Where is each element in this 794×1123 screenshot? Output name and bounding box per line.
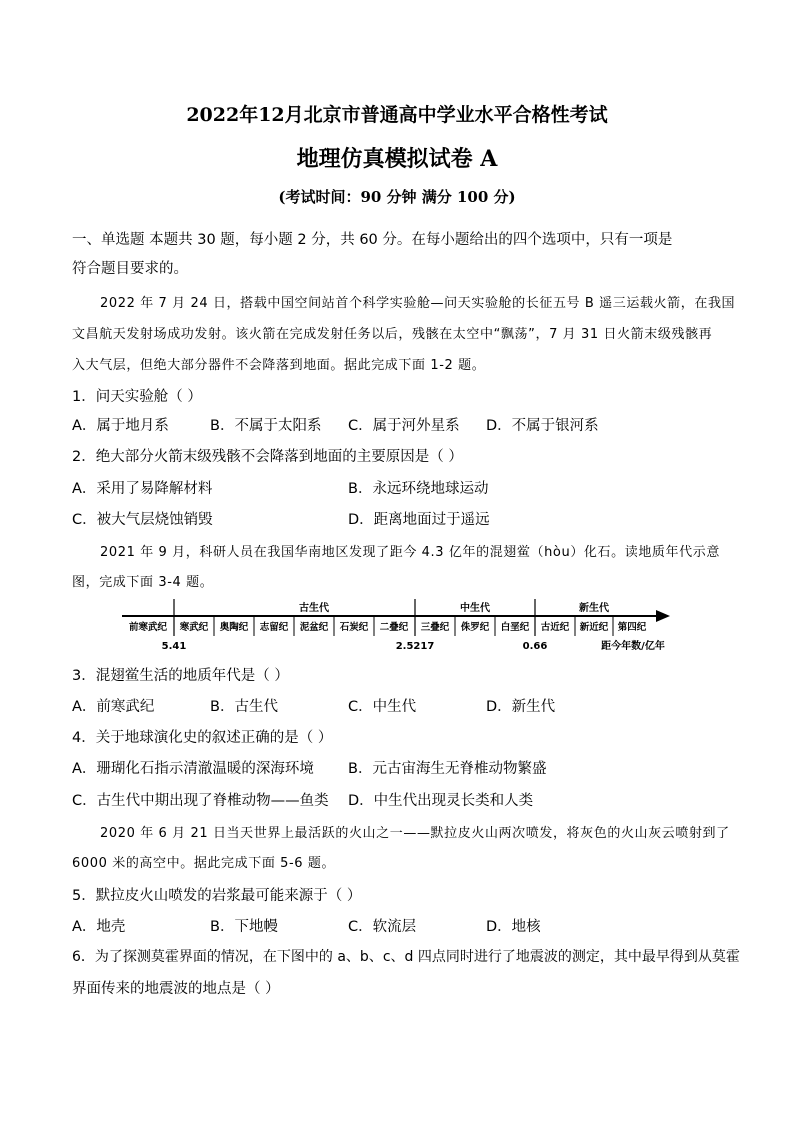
q3-stem: 3．混翅鲎生活的地质年代是（ ）	[72, 668, 289, 684]
passage1-line3: 入大气层，但绝大部分器件不会降落到地面。据此完成下面 1-2 题。	[72, 358, 486, 373]
boundary-value: 5.41	[161, 641, 187, 652]
passage3-line2: 6000 米的高空中。据此完成下面 5-6 题。	[72, 856, 336, 871]
period-label: 二叠纪	[379, 622, 409, 633]
q4-stem: 4．关于地球演化史的叙述正确的是（ ）	[72, 730, 333, 746]
q5-option-d: D．地核	[486, 919, 541, 935]
period-label: 三叠纪	[420, 622, 450, 633]
passage2-line1: 2021 年 9 月，科研人员在我国华南地区发现了距今 4.3 亿年的混翅鲎（hòu）化石。读地质年代示意	[100, 545, 720, 560]
q1-option-c: C．属于河外星系	[348, 418, 460, 434]
passage1-line1: 2022 年 7 月 24 日，搭载中国空间站首个科学实验舱—问天实验舱的长征五号 B 遥三运载火箭，在我国	[100, 296, 736, 311]
q2-option-b: B．永远环绕地球运动	[348, 481, 489, 497]
boundary-value: 2.5217	[395, 641, 435, 652]
exam-title: 2022年12月北京市普通高中学业水平合格性考试	[186, 104, 608, 126]
passage1-line2: 文昌航天发射场成功发射。该火箭在完成发射任务以后，残骸在太空中“飘荡”，7 月 31 日火箭末级残骸再	[72, 327, 713, 342]
period-label: 奥陶纪	[219, 622, 249, 633]
period-label: 寒武纪	[179, 622, 209, 633]
q2-stem: 2．绝大部分火箭末级残骸不会降落到地面的主要原因是（ ）	[72, 449, 463, 465]
geologic-timeline-diagram	[118, 596, 678, 656]
q2-option-d: D．距离地面过于遥远	[348, 512, 490, 528]
period-label: 泥盆纪	[299, 622, 329, 633]
q3-option-d: D．新生代	[486, 699, 556, 715]
q1-option-d: D．不属于银河系	[486, 418, 599, 434]
q5-option-c: C．软流层	[348, 919, 417, 935]
q5-option-b: B．下地幔	[210, 919, 278, 935]
q1-stem: 1．问天实验舱（ ）	[72, 389, 202, 405]
timeline-arrow	[656, 610, 670, 622]
q4-option-d: D．中生代出现灵长类和人类	[348, 793, 534, 809]
section-heading-line2: 符合题目要求的。	[72, 261, 188, 277]
era-label-paleozoic: 古生代	[299, 603, 329, 614]
era-label-mesozoic: 中生代	[460, 603, 490, 614]
period-label: 新近纪	[579, 622, 609, 633]
period-label: 白垩纪	[500, 622, 530, 633]
q4-option-a: A．珊瑚化石指示清澈温暖的深海环境	[72, 761, 314, 777]
era-label-cenozoic: 新生代	[579, 603, 609, 614]
period-label: 古近纪	[540, 622, 570, 633]
axis-label: 距今年数/亿年	[601, 641, 665, 652]
q1-option-a: A．属于地月系	[72, 418, 169, 434]
passage3-line1: 2020 年 6 月 21 日当天世界上最活跃的火山之一——默拉皮火山两次喷发，将灰色的火山灰云喷射到了	[100, 826, 730, 841]
exam-subtitle: 地理仿真模拟试卷 A	[296, 146, 498, 172]
q6-stem-line2: 界面传来的地震波的地点是（ ）	[72, 981, 280, 997]
q4-option-c: C．古生代中期出现了脊椎动物——鱼类	[72, 793, 329, 809]
period-label: 侏罗纪	[460, 622, 490, 633]
q5-stem: 5．默拉皮火山喷发的岩浆最可能来源于（ ）	[72, 888, 362, 904]
passage2-line2: 图，完成下面 3-4 题。	[72, 575, 214, 590]
period-label: 石炭纪	[339, 622, 369, 633]
q6-stem-line1: 6．为了探测莫霍界面的情况，在下图中的 a、b、c、d 四点同时进行了地震波的测定，其中最早得到从莫霍	[72, 949, 740, 965]
q3-option-c: C．中生代	[348, 699, 417, 715]
q3-option-b: B．古生代	[210, 699, 278, 715]
q5-option-a: A．地壳	[72, 919, 126, 935]
period-label: 前寒武纪	[128, 622, 168, 633]
q3-option-a: A．前寒武纪	[72, 699, 155, 715]
q4-option-b: B．元古宙海生无脊椎动物繁盛	[348, 761, 547, 777]
section-heading-line1: 一、单选题 本题共 30 题，每小题 2 分，共 60 分。在每小题给出的四个选项中，只有一项是	[72, 232, 673, 248]
exam-info: (考试时间：90 分钟 满分 100 分)	[278, 188, 516, 206]
boundary-value: 0.66	[522, 641, 548, 652]
q2-option-a: A．采用了易降解材料	[72, 481, 213, 497]
q2-option-c: C．被大气层烧蚀销毁	[72, 512, 213, 528]
q1-option-b: B．不属于太阳系	[210, 418, 322, 434]
period-label: 第四纪	[617, 622, 647, 633]
period-label: 志留纪	[259, 622, 289, 633]
